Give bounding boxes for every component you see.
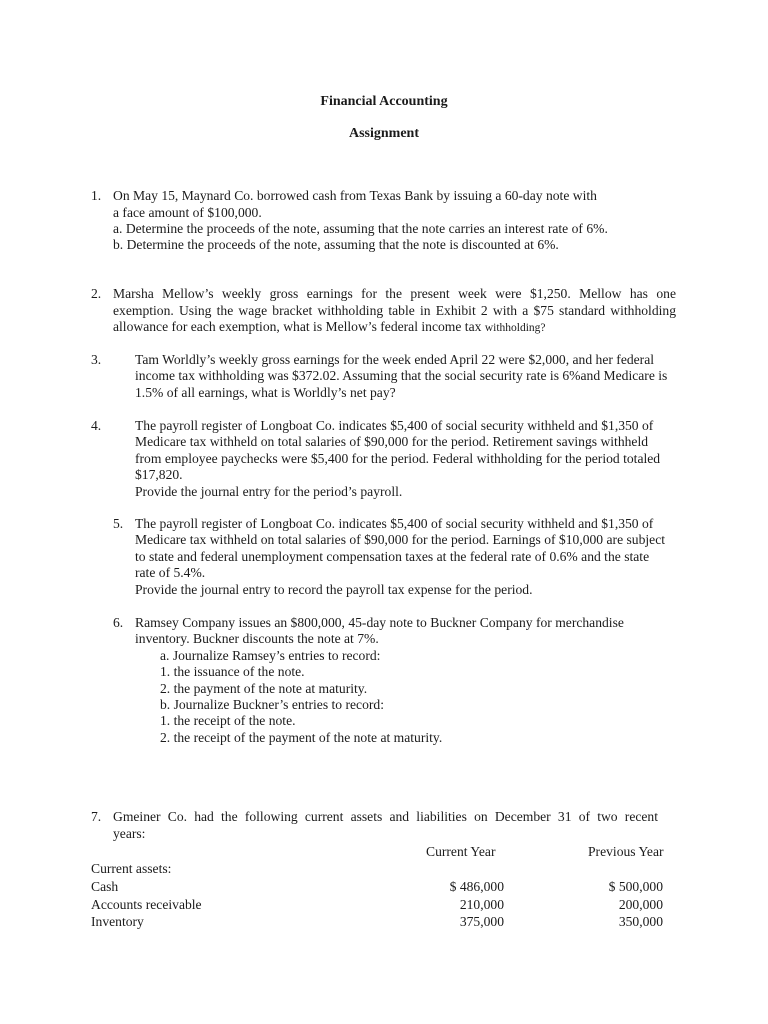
q6-subitem: b. Journalize Buckner’s entries to record:	[160, 697, 384, 712]
q6-line: Ramsey Company issues an $800,000, 45-day note to Buckner Company for merchandise	[135, 615, 624, 630]
table-section-label: Current assets:	[91, 861, 172, 876]
table-row-label: Accounts receivable	[91, 897, 202, 912]
q4-number: 4.	[91, 418, 102, 433]
table-row-label: Cash	[91, 879, 119, 894]
q6-subitem: 2. the payment of the note at maturity.	[160, 681, 368, 696]
q6-number: 6.	[113, 615, 124, 630]
table-cell-current: $ 486,000	[449, 879, 504, 894]
q1-number: 1.	[91, 188, 102, 203]
q6-subitem: a. Journalize Ramsey’s entries to record:	[160, 648, 381, 663]
q3-number: 3.	[91, 352, 102, 367]
q2-line-last	[113, 318, 546, 337]
q1-line: a face amount of $100,000.	[113, 205, 262, 220]
q4-line: from employee paychecks were $5,400 for the period. Federal withholding for the period totaled	[135, 451, 661, 466]
table-cell-previous: 200,000	[618, 897, 663, 912]
q4-line: Provide the journal entry for the period’s payroll.	[135, 484, 403, 499]
q1-line: a. Determine the proceeds of the note, assuming that the note carries an interest rate of 6%.	[113, 221, 608, 236]
q5-number: 5.	[113, 516, 124, 531]
q5-line: The payroll register of Longboat Co. indicates $5,400 of social security withheld and $1,350 of	[135, 516, 654, 531]
column-header-current-year: Current Year	[426, 844, 496, 859]
table-cell-previous: 350,000	[618, 914, 663, 929]
q5-line: Provide the journal entry to record the payroll tax expense for the period.	[135, 582, 533, 597]
table-cell-current: 210,000	[459, 897, 504, 912]
q7-number: 7.	[91, 809, 102, 824]
table-row-label: Inventory	[91, 914, 144, 929]
q3-line: 1.5% of all earnings, what is Worldly’s net pay?	[135, 385, 396, 400]
q2-line-tail: withholding?	[484, 322, 546, 334]
q1-line: On May 15, Maynard Co. borrowed cash from Texas Bank by issuing a 60-day note with	[113, 188, 597, 203]
q3-line: income tax withholding was $372.02. Assuming that the social security rate is 6%and Medicare is	[135, 368, 668, 383]
q6-subitem: 1. the receipt of the note.	[160, 713, 296, 728]
q5-line: Medicare tax withheld on total salaries of $90,000 for the period. Earnings of $10,000 are subject	[135, 532, 666, 547]
q2-line: Marsha Mellow’s weekly gross earnings for the present week were $1,250. Mellow has one	[113, 286, 676, 301]
q3-line: Tam Worldly’s weekly gross earnings for the week ended April 22 were $2,000, and her federal	[135, 352, 655, 367]
q1-line: b. Determine the proceeds of the note, assuming that the note is discounted at 6%.	[113, 237, 559, 252]
q2-number: 2.	[91, 286, 102, 301]
table-cell-current: 375,000	[459, 914, 504, 929]
q5-line: rate of 5.4%.	[135, 565, 206, 580]
q6-line: inventory. Buckner discounts the note at 7%.	[135, 631, 379, 646]
q7-line: Gmeiner Co. had the following current assets and liabilities on December 31 of two recent	[113, 809, 658, 824]
document-title: Financial Accounting	[320, 94, 448, 109]
q4-line: $17,820.	[135, 467, 183, 482]
q5-line: to state and federal unemployment compensation taxes at the federal rate of 0.6% and the state	[135, 549, 650, 564]
q4-line: The payroll register of Longboat Co. indicates $5,400 of social security withheld and $1,350 of	[135, 418, 654, 433]
q4-line: Medicare tax withheld on total salaries of $90,000 for the period. Retirement savings withheld	[135, 434, 649, 449]
q7-line: years:	[113, 826, 146, 841]
q2-line: allowance for each exemption, what is Mellow’s federal income tax	[113, 319, 485, 334]
document-subtitle: Assignment	[348, 126, 419, 141]
q6-subitem: 2. the receipt of the payment of the note at maturity.	[160, 730, 443, 745]
column-header-previous-year: Previous Year	[588, 844, 664, 859]
q2-line: exemption. Using the wage bracket withholding table in Exhibit 2 with a $75 standard withholding	[113, 303, 676, 318]
q6-subitem: 1. the issuance of the note.	[160, 664, 305, 679]
table-cell-previous: $ 500,000	[608, 879, 663, 894]
